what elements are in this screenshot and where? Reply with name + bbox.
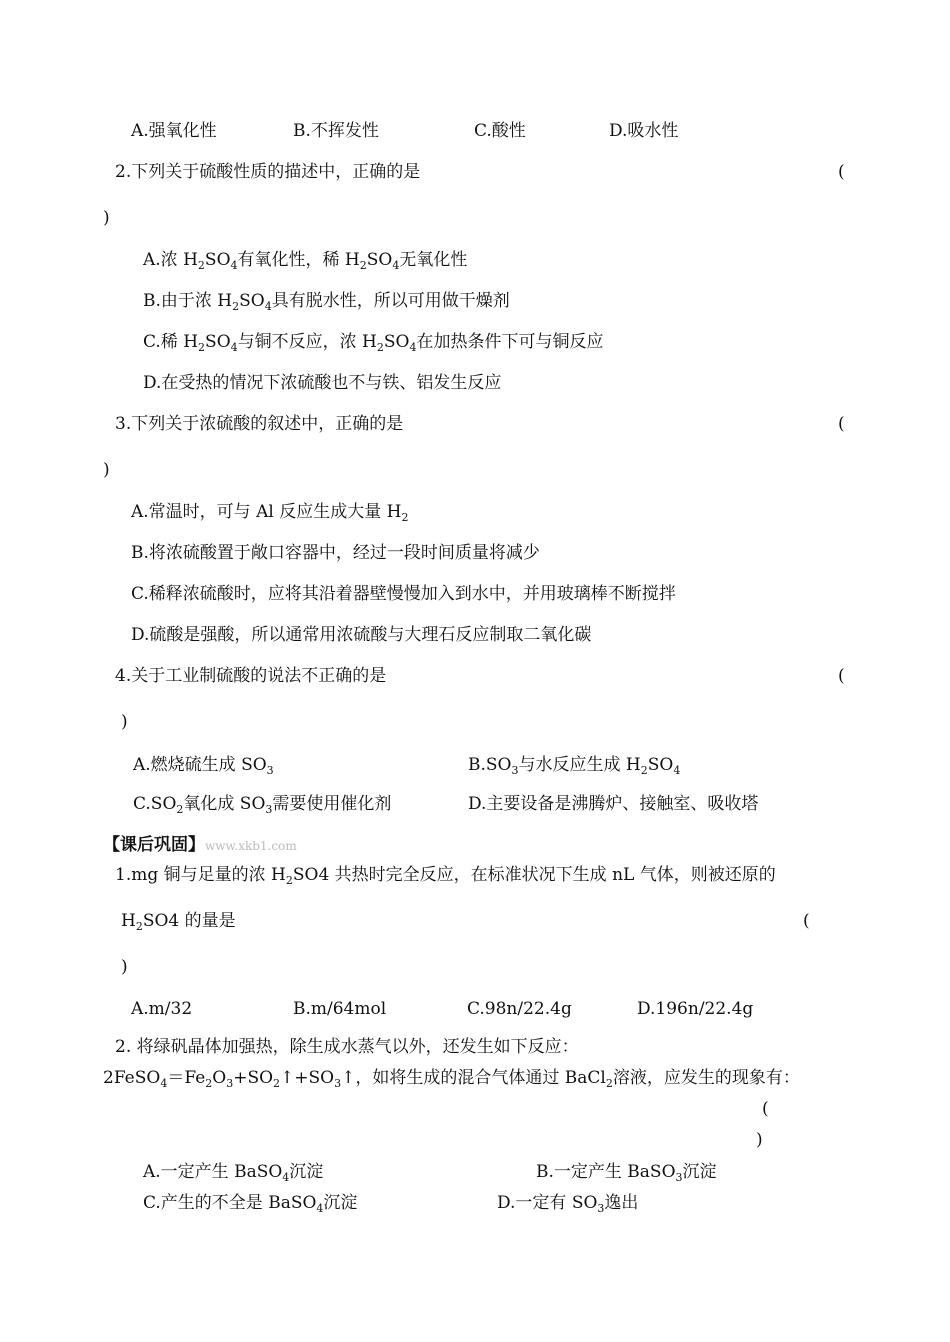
section-title: 【课后巩固】www.xkb1.com (103, 835, 297, 855)
option-a: A.m/32 (131, 999, 193, 1019)
option-a: A.一定产生 BaSO$_4$沉淀 (143, 1162, 324, 1184)
question-stem: 4.关于工业制硫酸的说法不正确的是 (115, 666, 387, 686)
answer-paren-close: ) (121, 712, 128, 732)
answer-paren-open: ( (838, 414, 845, 434)
option-d: D.在受热的情况下浓硫酸也不与铁、铝发生反应 (143, 373, 502, 393)
answer-paren-close: ) (103, 208, 110, 228)
question-stem: 3.下列关于浓硫酸的叙述中，正确的是 (115, 414, 404, 434)
option-b: B.一定产生 BaSO$_3$沉淀 (536, 1162, 717, 1184)
option-b: B.将浓硫酸置于敞口容器中，经过一段时间质量将减少 (131, 543, 540, 563)
option-c: C.稀释浓硫酸时，应将其沿着器壁慢慢加入到水中，并用玻璃棒不断搅拌 (131, 584, 676, 604)
option-b: B.不挥发性 (293, 121, 379, 141)
option-d: D.硫酸是强酸，所以通常用浓硫酸与大理石反应制取二氧化碳 (131, 625, 592, 645)
option-c: C.产生的不全是 BaSO$_4$沉淀 (143, 1193, 358, 1215)
option-c: C.酸性 (474, 121, 526, 141)
option-a: A.燃烧硫生成 $SO_3$ (133, 755, 274, 777)
question-stem: 2. 将绿矾晶体加强热，除生成水蒸气以外，还发生如下反应： (115, 1037, 579, 1057)
option-c: C.稀 $H_2SO_4$与铜不反应，浓 $H_2SO_4$在加热条件下可与铜反应 (143, 332, 604, 354)
option-d: D.196n/22.4g (637, 999, 754, 1019)
question-stem-line2: $H_2SO4$ 的量是 (121, 911, 236, 933)
answer-paren-open: ( (762, 1099, 769, 1119)
answer-paren-open: ( (838, 666, 845, 686)
option-a: A.常温时，可与 Al 反应生成大量 $H_2$ (131, 502, 409, 524)
reaction-equation: $2FeSO_4=Fe_2O_3+SO_2↑+SO_3↑$，如将生成的混合气体通过 BaCl$_2$溶液，应发生的现象有： (103, 1068, 800, 1090)
answer-paren-close: ) (756, 1130, 763, 1150)
answer-paren-open: ( (803, 911, 810, 931)
option-b: B.由于浓 $H_2SO_4$具有脱水性，所以可用做干燥剂 (143, 291, 510, 313)
option-d: D.吸水性 (609, 121, 679, 141)
option-a: A.强氧化性 (131, 121, 217, 141)
option-b: B.m/64mol (293, 999, 387, 1019)
option-a: A.浓 $H_2SO_4$有氧化性，稀 $H_2SO_4$无氧化性 (143, 250, 468, 272)
option-b: $B.SO_3$与水反应生成 $H_2SO_4$ (468, 755, 681, 777)
watermark: www.xkb1.com (205, 839, 297, 853)
option-c: $C.SO_2$氧化成 $SO_3$需要使用催化剂 (133, 794, 392, 816)
question-stem: 2.下列关于硫酸性质的描述中，正确的是 (115, 162, 421, 182)
answer-paren-open: ( (838, 162, 845, 182)
option-d: D.主要设备是沸腾炉、接触室、吸收塔 (468, 794, 759, 814)
question-stem: 1.mg 铜与足量的浓 $H_2SO4$ 共热时完全反应，在标准状况下生成 nL 气体，则被还原的 (115, 865, 776, 887)
answer-paren-close: ) (121, 957, 128, 977)
option-d: D.一定有 $SO_3$逸出 (497, 1193, 639, 1215)
answer-paren-close: ) (103, 460, 110, 480)
option-c: C.98n/22.4g (467, 999, 572, 1019)
